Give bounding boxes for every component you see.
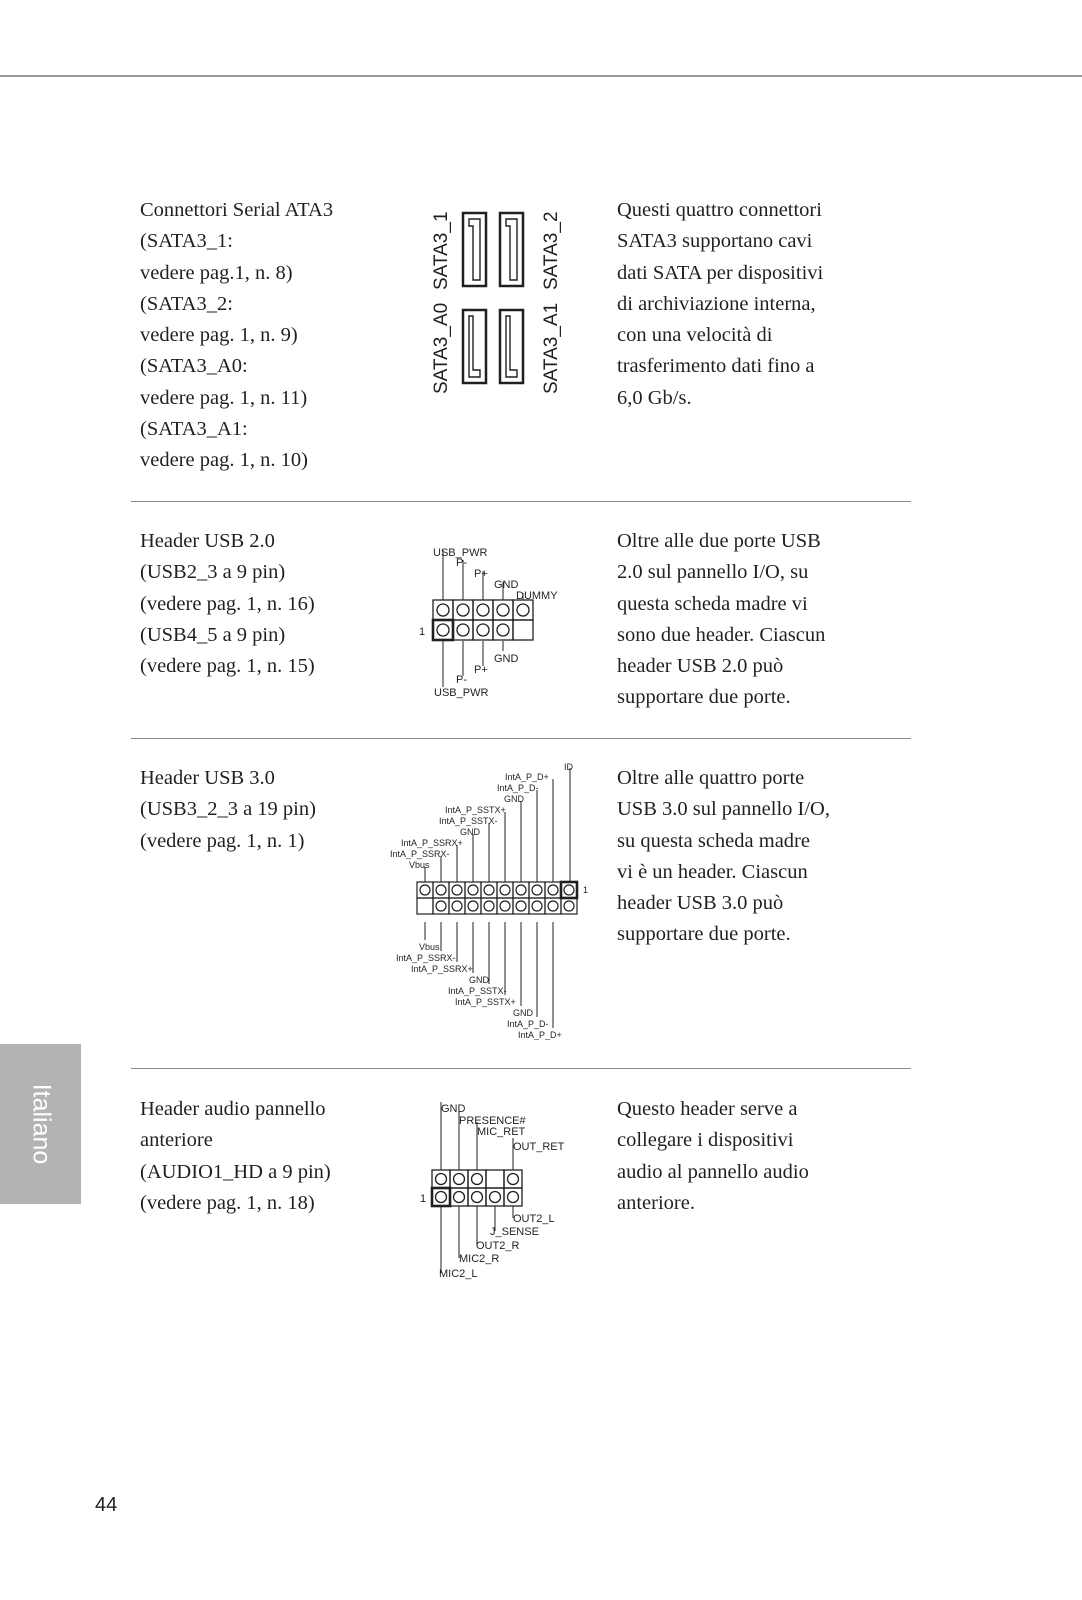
- usb3-top-label: Vbus: [409, 860, 430, 870]
- sata3-a1-label: SATA3_A1: [541, 302, 562, 394]
- text-line: audio al pannello audio: [617, 1160, 809, 1183]
- usb2-pin-grid: [433, 600, 533, 640]
- text-line: su questa scheda madre: [617, 829, 810, 852]
- audio-top-label: PRESENCE#: [459, 1115, 526, 1127]
- audio-header-diagram: [410, 1098, 570, 1288]
- text-line: (vedere pag. 1, n. 1): [140, 829, 305, 852]
- usb2-top-label: GND: [494, 579, 519, 591]
- usb3-top-label: IntA_P_SSRX+: [401, 838, 463, 848]
- audio-pin-grid: [432, 1170, 522, 1206]
- audio-bottom-label: OUT2_L: [513, 1213, 555, 1225]
- usb2-header-diagram: [400, 540, 580, 705]
- text-line: (SATA3_A1:: [140, 418, 248, 441]
- text-line: (USB4_5 a 9 pin): [140, 623, 286, 646]
- usb3-bottom-label: IntA_P_D-: [507, 1019, 549, 1029]
- text-line: (vedere pag. 1, n. 16): [140, 592, 315, 615]
- audio-top-label: MIC_RET: [477, 1126, 526, 1138]
- text-line: Questi quattro connettori: [617, 199, 822, 221]
- text-line: vedere pag.1, n. 8): [140, 261, 293, 284]
- sata-port-1: [463, 213, 486, 286]
- usb3-bottom-label: IntA_P_SSTX+: [455, 997, 516, 1007]
- text-line: trasferimento dati fino a: [617, 355, 815, 378]
- audio-bottom-label: OUT2_R: [476, 1240, 520, 1252]
- usb3-bottom-label: Vbus: [419, 942, 440, 952]
- section-divider: [131, 501, 911, 502]
- text-line: anteriore.: [617, 1191, 695, 1214]
- text-line: (SATA3_2:: [140, 292, 233, 315]
- usb2-top-label: P-: [456, 557, 467, 569]
- sata3-a0-label: SATA3_A0: [431, 302, 452, 394]
- audio-left-text: [140, 1094, 331, 1219]
- sata-port-a1: [500, 310, 523, 383]
- usb2-top-label: USB_PWR: [433, 547, 488, 559]
- audio-bottom-label: MIC2_L: [439, 1268, 478, 1280]
- sata3-1-label: SATA3_1: [431, 211, 452, 290]
- text-line: USB 3.0 sul pannello I/O,: [617, 798, 830, 821]
- text-line: (USB2_3 a 9 pin): [140, 561, 286, 584]
- text-line: header USB 3.0 può: [617, 892, 784, 915]
- sata3-2-label: SATA3_2: [541, 211, 562, 290]
- sata-port-2: [500, 213, 523, 286]
- usb3-top-label: IntA_P_SSTX-: [439, 816, 498, 826]
- text-line: (USB3_2_3 a 19 pin): [140, 798, 316, 821]
- language-side-tab: [0, 1044, 81, 1204]
- usb3-top-label: IntA_P_D+: [505, 772, 549, 782]
- usb2-bottom-label: USB_PWR: [434, 687, 489, 699]
- text-line: sono due header. Ciascun: [617, 623, 826, 646]
- text-line: vedere pag. 1, n. 9): [140, 324, 298, 347]
- text-line: Header USB 3.0: [140, 767, 275, 789]
- usb3-top-label: IntA_P_D-: [497, 783, 539, 793]
- audio-bottom-label: J_SENSE: [490, 1226, 539, 1238]
- usb3-top-label: GND: [460, 827, 480, 837]
- usb3-pin-grid: [417, 882, 577, 914]
- usb3-header-diagram: [380, 760, 600, 1040]
- language-tab-label: Italiano: [27, 1083, 55, 1165]
- usb3-pin1-marker: 1: [583, 885, 589, 895]
- usb3-bottom-label: GND: [469, 975, 489, 985]
- usb3-top-label: GND: [504, 794, 524, 804]
- text-line: Oltre alle due porte USB: [617, 530, 821, 552]
- section-divider: [131, 738, 911, 739]
- text-line: (vedere pag. 1, n. 18): [140, 1191, 315, 1214]
- text-line: 6,0 Gb/s.: [617, 386, 692, 409]
- text-line: vedere pag. 1, n. 11): [140, 386, 308, 409]
- section-divider: [131, 1068, 911, 1069]
- text-line: questa scheda madre vi: [617, 592, 808, 615]
- audio-right-text: [617, 1094, 809, 1219]
- usb3-top-label: IntA_P_SSRX-: [390, 849, 450, 859]
- sata-port-a0: [463, 310, 486, 383]
- usb3-bottom-label: GND: [513, 1008, 533, 1018]
- text-line: supportare due porte.: [617, 923, 791, 946]
- text-line: Questo header serve a: [617, 1098, 798, 1120]
- text-line: con una velocità di: [617, 324, 773, 347]
- usb2-pin1-marker: 1: [419, 626, 426, 638]
- text-line: di archiviazione interna,: [617, 292, 816, 315]
- usb2-right-text: [617, 526, 825, 714]
- text-line: (SATA3_1:: [140, 230, 233, 253]
- usb2-top-label: P+: [474, 568, 488, 580]
- usb2-bottom-label: P-: [456, 674, 467, 686]
- usb2-left-text: [140, 526, 315, 682]
- audio-top-label: GND: [441, 1103, 466, 1115]
- usb3-bottom-label: IntA_P_D+: [518, 1030, 562, 1040]
- sata-left-text: [140, 195, 333, 477]
- text-line: 2.0 sul pannello I/O, su: [617, 561, 809, 584]
- usb3-bottom-label: IntA_P_SSRX-: [396, 953, 456, 963]
- text-line: vedere pag. 1, n. 10): [140, 449, 308, 472]
- text-line: Header USB 2.0: [140, 530, 275, 552]
- text-line: anteriore: [140, 1129, 213, 1152]
- sata-right-text: [617, 195, 823, 414]
- usb3-top-label: ID: [564, 762, 573, 772]
- text-line: vi è un header. Ciascun: [617, 860, 808, 883]
- page-number: 44: [95, 1494, 118, 1516]
- usb2-bottom-label: GND: [494, 653, 519, 665]
- text-line: Oltre alle quattro porte: [617, 767, 805, 789]
- usb3-top-label: IntA_P_SSTX+: [445, 805, 506, 815]
- audio-top-label: OUT_RET: [513, 1141, 565, 1153]
- usb3-bottom-label: IntA_P_SSRX+: [411, 964, 473, 974]
- text-line: (SATA3_A0:: [140, 355, 248, 378]
- usb2-bottom-label: P+: [474, 664, 488, 676]
- sata-connectors-diagram: [420, 200, 570, 400]
- audio-pin1-marker: 1: [420, 1193, 427, 1205]
- text-line: dati SATA per dispositivi: [617, 261, 824, 284]
- audio-bottom-label: MIC2_R: [459, 1253, 500, 1265]
- usb3-right-text: [617, 763, 830, 951]
- text-line: (AUDIO1_HD a 9 pin): [140, 1160, 331, 1183]
- usb2-top-label: DUMMY: [516, 590, 558, 602]
- text-line: supportare due porte.: [617, 686, 791, 709]
- header-rule: [0, 75, 1082, 77]
- text-line: Header audio pannello: [140, 1098, 326, 1120]
- text-line: Connettori Serial ATA3: [140, 199, 334, 221]
- usb3-left-text: [140, 763, 316, 857]
- usb3-bottom-label: IntA_P_SSTX-: [448, 986, 507, 996]
- text-line: SATA3 supportano cavi: [617, 230, 813, 253]
- text-line: (vedere pag. 1, n. 15): [140, 655, 315, 678]
- text-line: header USB 2.0 può: [617, 655, 784, 678]
- text-line: collegare i dispositivi: [617, 1129, 794, 1152]
